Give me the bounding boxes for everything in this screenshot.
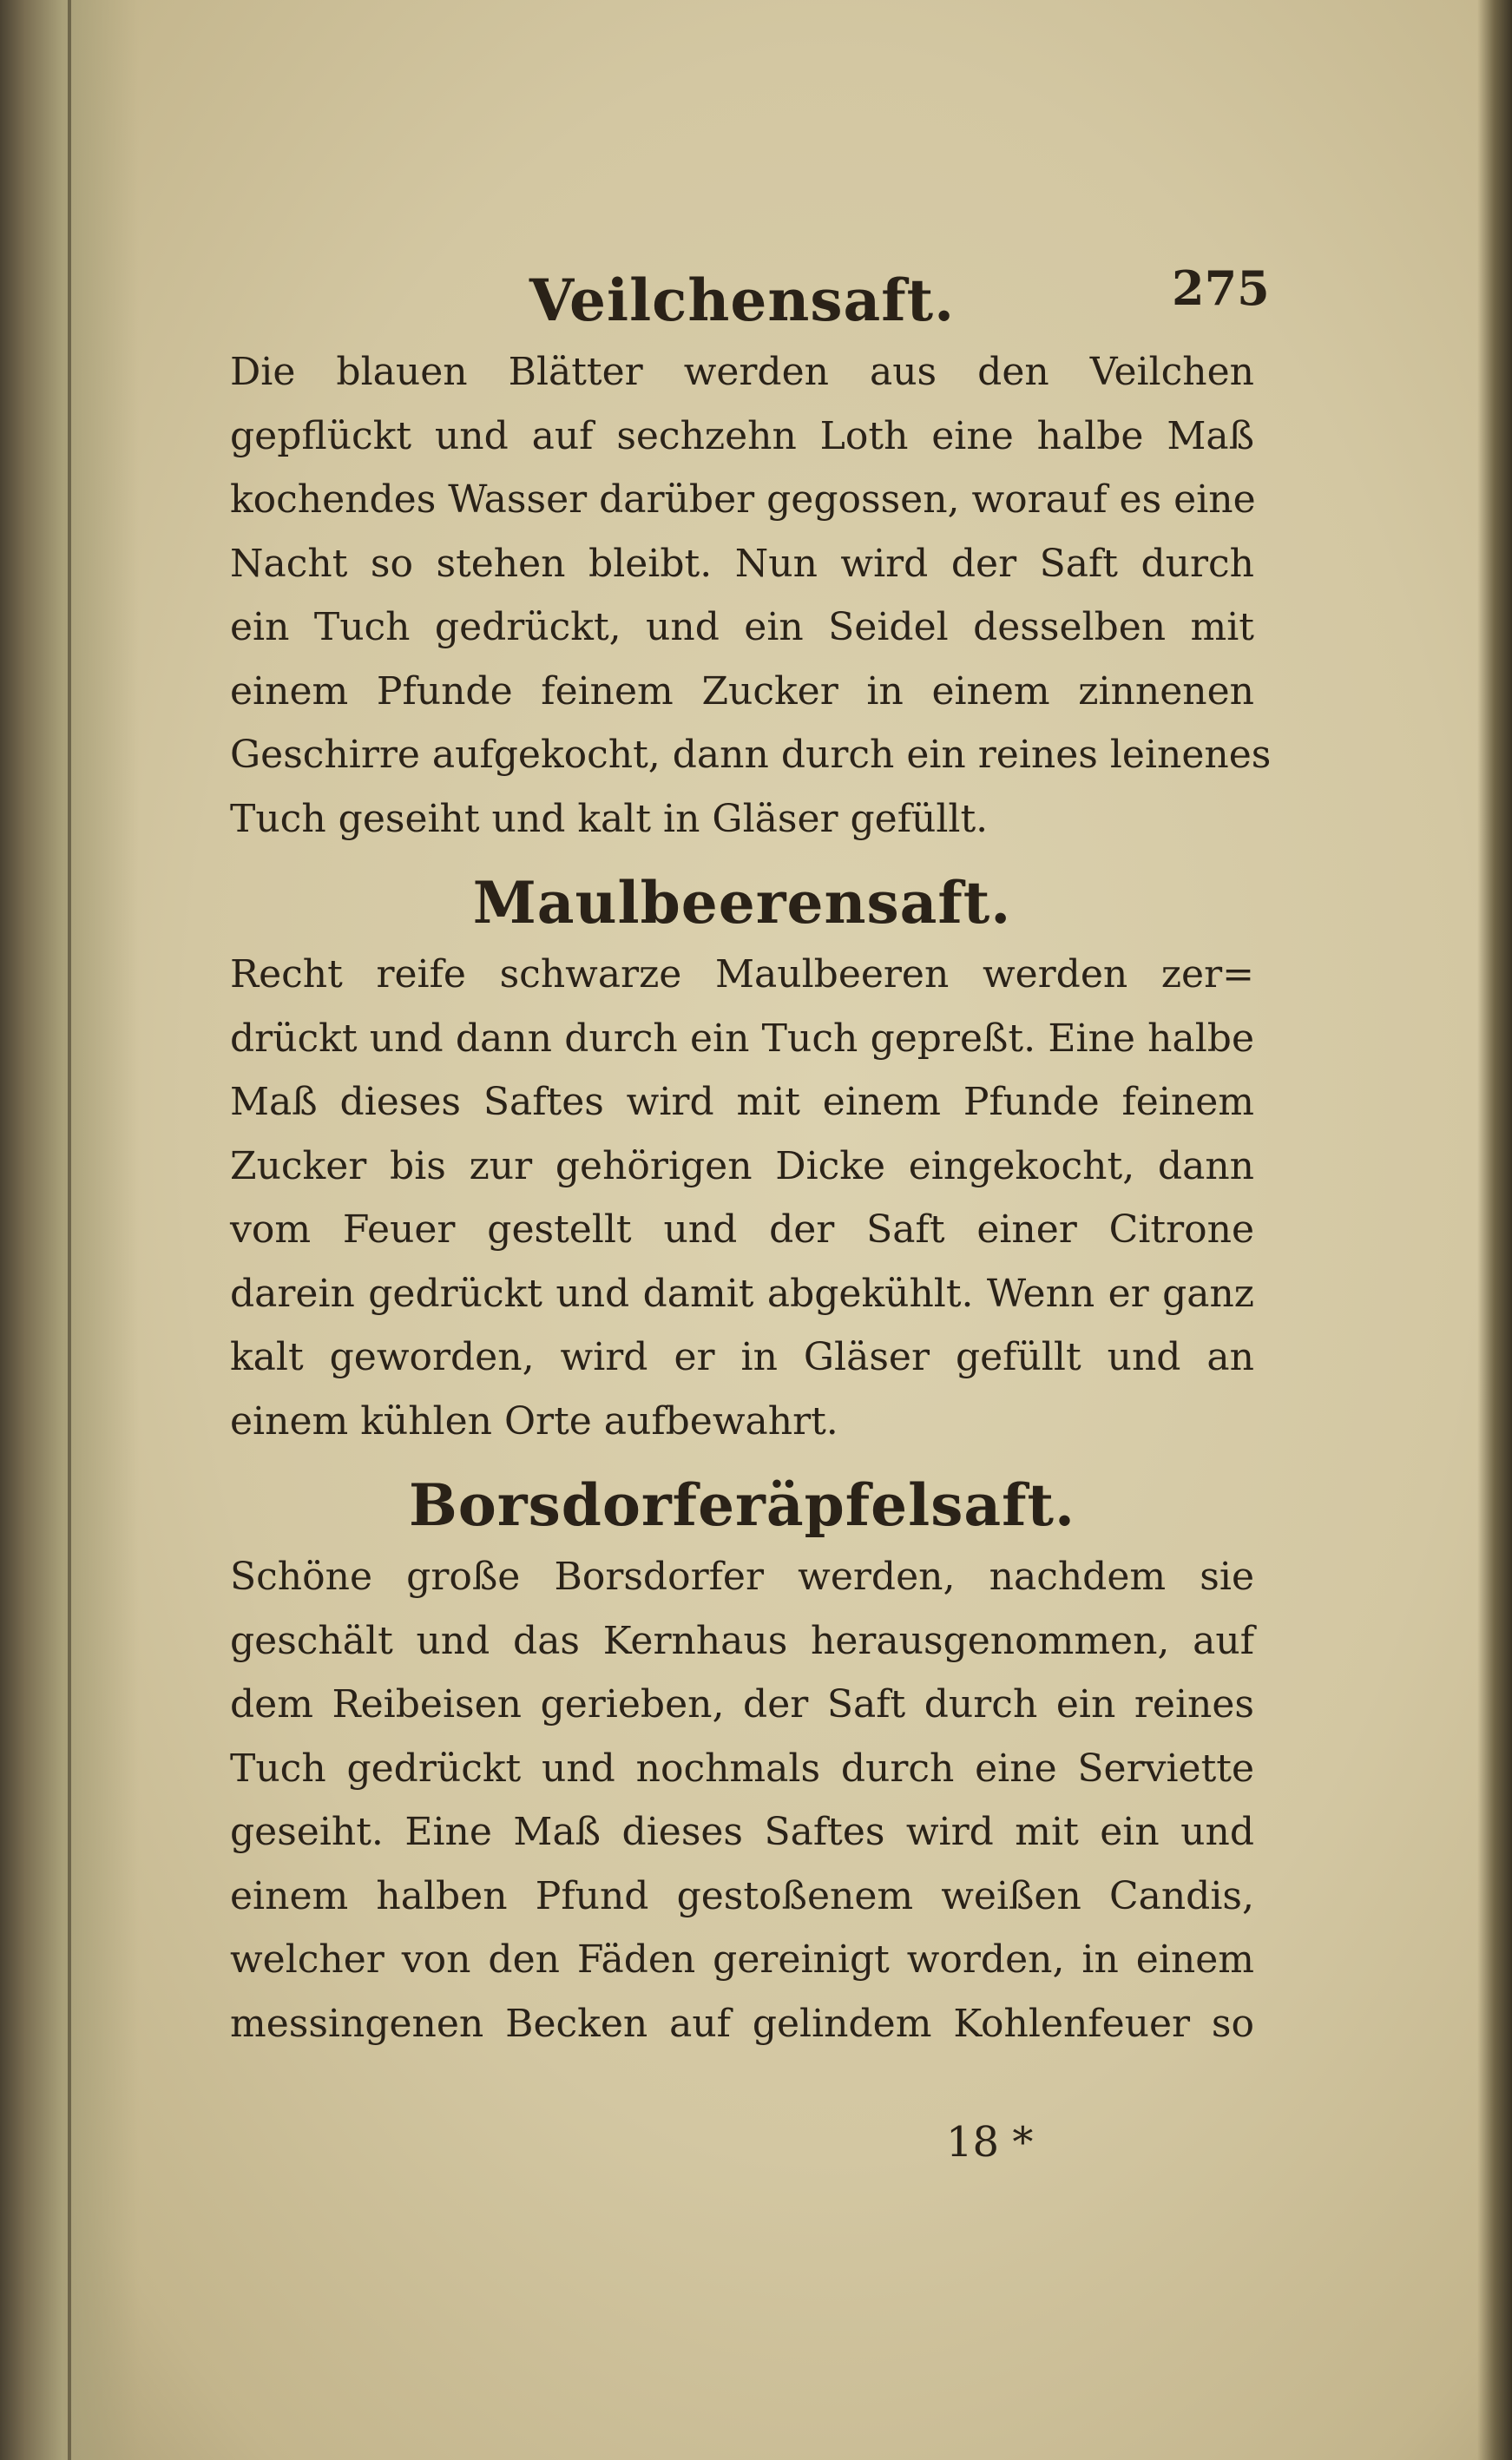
text-line: Tuch gedrückt und nochmals durch eine Serviette <box>230 1746 1254 1791</box>
text-line: welcher von den Fäden gereinigt worden, in einem <box>230 1937 1254 1982</box>
page-edge <box>1477 0 1512 2460</box>
section-heading: Borsdorferäpfelsaft. <box>409 1471 1075 1539</box>
binding-crease <box>68 0 71 2460</box>
text-line: einem halben Pfund gestoßenem weißen Candis, <box>230 1873 1254 1918</box>
text-line: Maß dieses Saftes wird mit einem Pfunde feinem <box>230 1080 1254 1124</box>
section-heading: Maulbeerensaft. <box>472 869 1012 937</box>
recipe-section <box>230 863 1254 1453</box>
text-line: geschält und das Kernhaus herausgenommen, auf <box>230 1618 1254 1663</box>
text-line: Zucker bis zur gehörigen Dicke eingekocht, dann <box>230 1143 1254 1188</box>
text-line: Geschirre aufgekocht, dann durch ein reines leinenes <box>230 733 1272 777</box>
section-paragraph <box>230 1545 1254 2055</box>
text-line: kochendes Wasser darüber gegossen, worauf es eine <box>230 477 1256 522</box>
recipe-section <box>230 260 1272 851</box>
text-line: Schöne große Borsdorfer werden, nachdem sie <box>230 1555 1254 1599</box>
text-line: Die blauen Blätter werden aus den Veilchen <box>230 350 1254 394</box>
signature-mark: 18 * <box>946 2118 1034 2167</box>
recipe-section <box>230 1465 1254 2055</box>
page-number: 275 <box>1172 260 1270 316</box>
text-line: kalt geworden, wird er in Gläser gefüllt und an <box>230 1335 1254 1379</box>
text-line: gepflückt und auf sechzehn Loth eine halbe Maß <box>230 413 1254 458</box>
text-line: geseiht. Eine Maß dieses Saftes wird mit ein und <box>230 1810 1254 1854</box>
text-line: Tuch geseiht und kalt in Gläser gefüllt. <box>230 796 989 841</box>
section-paragraph <box>230 943 1254 1453</box>
text-line: einem Pfunde feinem Zucker in einem zinnenen <box>230 668 1254 714</box>
section-paragraph <box>230 340 1272 851</box>
text-line: einem kühlen Orte aufbewahrt. <box>230 1398 838 1444</box>
text-line: Recht reife schwarze Maulbeeren werden zer= <box>230 952 1254 996</box>
page-body <box>230 260 1272 2068</box>
section-heading: Veilchensaft. <box>529 266 956 334</box>
text-line: darein gedrückt und damit abgekühlt. Wenn er ganz <box>230 1271 1254 1316</box>
text-line: Nacht so stehen bleibt. Nun wird der Saft durch <box>230 541 1254 586</box>
text-line: vom Feuer gestellt und der Saft einer Citrone <box>230 1207 1254 1252</box>
text-line: ein Tuch gedrückt, und ein Seidel desselben mit <box>230 605 1254 649</box>
text-line: messingenen Becken auf gelindem Kohlenfeuer so <box>230 2001 1254 2046</box>
text-line: dem Reibeisen gerieben, der Saft durch ein reines <box>230 1682 1254 1727</box>
text-line: drückt und dann durch ein Tuch gepreßt. Eine halbe <box>230 1016 1254 1061</box>
